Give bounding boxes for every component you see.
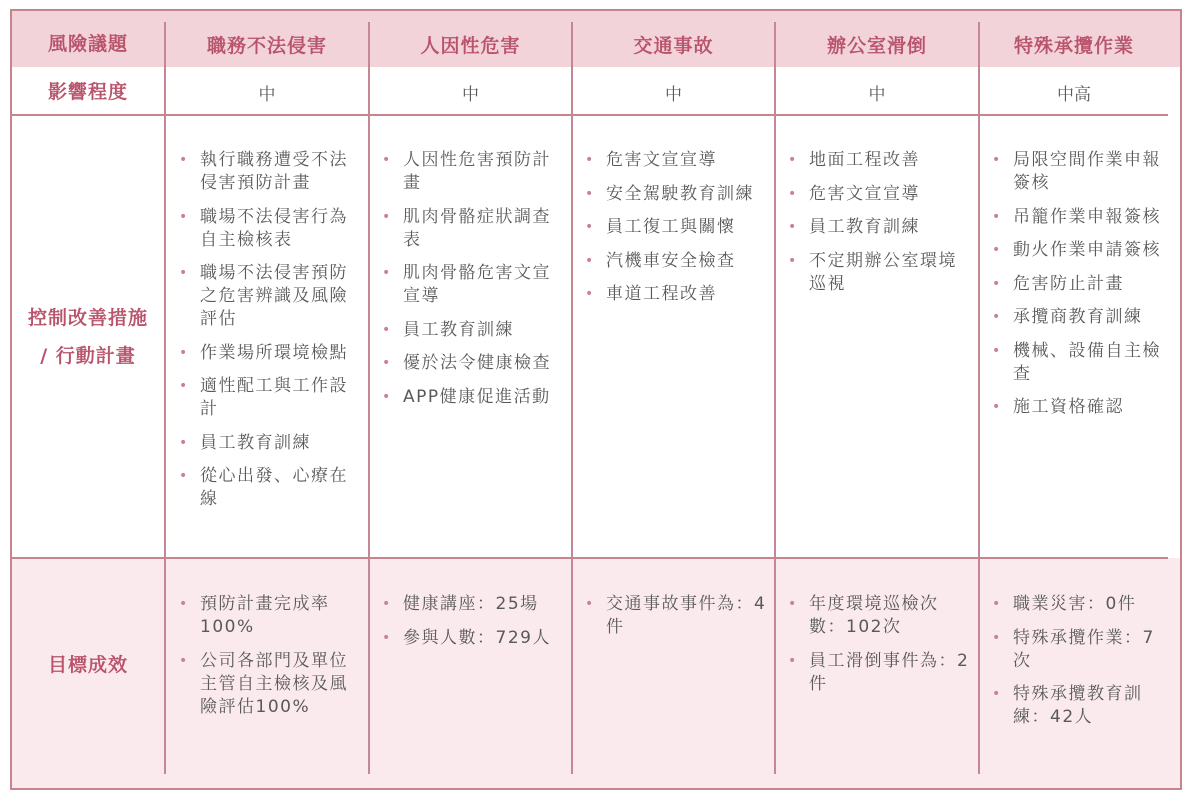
list-item: • 交通事故事件為：4件 <box>580 593 770 639</box>
list-item: • 員工滑倒事件為：2件 <box>783 650 973 696</box>
list-item: • 危害文宣宣導 <box>580 149 770 172</box>
list-item: • 局限空間作業申報簽核 <box>987 149 1167 195</box>
list-item: • 從心出發、心療在線 <box>174 465 364 511</box>
control-measures <box>580 149 770 317</box>
target-results <box>987 593 1167 740</box>
target-results <box>783 593 973 706</box>
list-item: • 職業災害：0件 <box>987 593 1167 616</box>
column-header: 人因性危害 <box>420 34 521 57</box>
impact-level: 中高 <box>1057 84 1091 105</box>
list-item: • 健康講座：25場 <box>377 593 567 616</box>
list-item: • 肌肉骨骼症狀調查表 <box>377 206 567 252</box>
list-item: • 員工教育訓練 <box>783 216 973 239</box>
list-item: • 員工教育訓練 <box>377 319 567 342</box>
list-item: • 危害防止計畫 <box>987 273 1167 296</box>
list-item: • 作業場所環境檢點 <box>174 342 364 365</box>
list-item: • 年度環境巡檢次數：102次 <box>783 593 973 639</box>
list-item: • APP健康促進活動 <box>377 386 567 409</box>
impact-level: 中 <box>868 84 886 105</box>
list-item: • 汽機車安全檢查 <box>580 250 770 273</box>
control-measures <box>377 149 567 419</box>
row-label-control: 控制改善措施 / 行動計畫 <box>27 306 148 367</box>
list-item: • 特殊承攬教育訓練：42人 <box>987 683 1167 729</box>
column-header: 辦公室滑倒 <box>826 34 927 57</box>
list-item: • 地面工程改善 <box>783 149 973 172</box>
list-item: • 參與人數：729人 <box>377 627 567 650</box>
row-label-impact: 影響程度 <box>47 81 128 103</box>
list-item: • 執行職務遭受不法侵害預防計畫 <box>174 149 364 195</box>
list-item: • 特殊承攬作業：7次 <box>987 627 1167 673</box>
control-measures <box>174 149 364 522</box>
target-results <box>377 593 567 660</box>
list-item: • 吊籠作業申報簽核 <box>987 206 1167 229</box>
list-item: • 職場不法侵害行為自主檢核表 <box>174 206 364 252</box>
impact-level: 中 <box>462 84 479 105</box>
column-header: 交通事故 <box>633 34 714 57</box>
list-item: • 危害文宣宣導 <box>783 183 973 206</box>
column-header: 職務不法侵害 <box>206 34 327 57</box>
list-item: • 預防計畫完成率100% <box>174 593 364 639</box>
list-item: • 動火作業申請簽核 <box>987 239 1167 262</box>
list-item: • 公司各部門及單位主管自主檢核及風險評估100% <box>174 650 364 719</box>
list-item: • 職場不法侵害預防之危害辨識及風險評估 <box>174 262 364 331</box>
row-label-target: 目標成效 <box>47 653 128 676</box>
control-measures <box>783 149 973 306</box>
impact-level: 中 <box>258 84 276 105</box>
list-item: • 不定期辦公室環境巡視 <box>783 250 973 296</box>
list-item: • 施工資格確認 <box>987 396 1167 419</box>
target-results <box>580 593 770 650</box>
header-risk-issue: 風險議題 <box>47 33 128 55</box>
list-item: • 員工復工與關懷 <box>580 216 770 239</box>
list-item: • 人因性危害預防計畫 <box>377 149 567 195</box>
list-item: • 承攬商教育訓練 <box>987 306 1167 329</box>
impact-level: 中 <box>665 84 682 105</box>
list-item: • 適性配工與工作設計 <box>174 375 364 421</box>
list-item: • 員工教育訓練 <box>174 432 364 455</box>
list-item: • 安全駕駛教育訓練 <box>580 183 770 206</box>
list-item: • 機械、設備自主檢查 <box>987 340 1167 386</box>
column-header: 特殊承攬作業 <box>1013 34 1134 57</box>
list-item: • 車道工程改善 <box>580 283 770 306</box>
control-measures <box>987 149 1167 430</box>
list-item: • 優於法令健康檢查 <box>377 352 567 375</box>
list-item: • 肌肉骨骼危害文宣宣導 <box>377 262 567 308</box>
target-results <box>174 593 364 729</box>
